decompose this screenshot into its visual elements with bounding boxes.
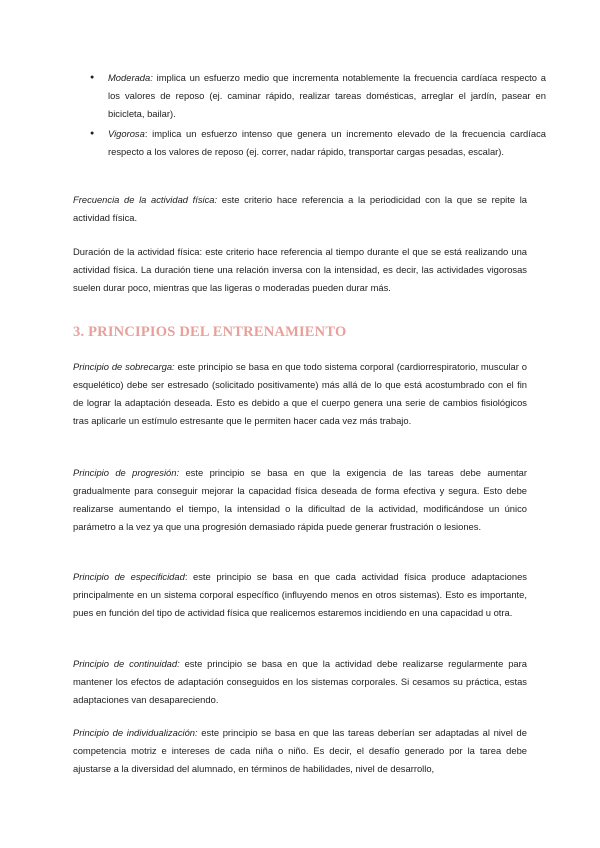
list-item-term: Moderada: xyxy=(108,72,153,83)
list-item-text: : implica un esfuerzo intenso que genera un incremento elevado de la frecuencia cardíaca respecto a los valores de reposo (ej. correr, nadar rápido, transportar cargas pesadas, escalar). xyxy=(108,128,546,157)
paragraph-text: este principio se basa en que todo sistema corporal (cardiorrespiratorio, muscular o esquelético) debe ser estresado (solicitado positivamente) más allá de lo que está acostumbrado con el fin de lograr la adaptación deseada. Esto es debido a que el cuerpo genera una serie de cambios fisiológicos tras aplicarle un estímulo estresante que le permiten hacer cada vez más trabajo. xyxy=(73,361,527,426)
paragraph-term: Principio de progresión: xyxy=(73,467,180,478)
list-item-text: implica un esfuerzo medio que incrementa notablemente la frecuencia cardíaca respecto a los valores de reposo (ej. caminar rápido, realizar tareas domésticas, arreglar el jardín, pasear en bicicleta, bailar). xyxy=(108,72,546,119)
paragraph-text: este principio se basa en que la exigencia de las tareas debe aumentar gradualmente para conseguir mejorar la capacidad física deseada de forma efectiva y segura. Esto debe realizarse aumentando el tiempo, la intensidad o la dificultad de la actividad, modificándose un único parámetro a la vez ya que una progresión demasiado rápida puede generar frustración o lesiones. xyxy=(73,467,527,532)
paragraph-term: Principio de individualización: xyxy=(73,727,198,738)
list-item xyxy=(108,125,546,161)
principle-paragraph-especificidad xyxy=(73,568,527,622)
principle-paragraph-individualizacion xyxy=(73,724,527,778)
paragraph-term: Principio de especificidad xyxy=(73,571,185,582)
list-item xyxy=(108,69,546,123)
principle-paragraph-sobrecarga xyxy=(73,358,527,430)
paragraph-text: este principio se basa en que las tareas deberían ser adaptadas al nivel de competencia motriz e intereses de cada niña o niño. Es decir, el desafío generado por la tarea debe ajustarse a la diversidad del alumnado, en términos de habilidades, nivel de desarrollo, xyxy=(73,727,527,774)
paragraph-term: Principio de continuidad: xyxy=(73,658,180,669)
paragraph-text: : este principio se basa en que cada actividad física produce adaptaciones principalmente en un sistema corporal específico (influyendo menos en otros sistemas). Esto es importante, pues en función del tipo de actividad física que realicemos estaremos incidiendo en una capacidad u otra. xyxy=(73,571,527,618)
paragraph-term: Principio de sobrecarga: xyxy=(73,361,175,372)
section-heading: 3. PRINCIPIOS DEL ENTRENAMIENTO xyxy=(73,324,347,340)
list-item-term: Vigorosa xyxy=(108,128,145,139)
paragraph-text: Duración de la actividad física: este criterio hace referencia al tiempo durante el que se está realizando una actividad física. La duración tiene una relación inversa con la intensidad, es decir, las actividades vigorosas suelen durar poco, mientras que las ligeras o moderadas pueden durar más. xyxy=(73,246,527,293)
paragraph-text: este criterio hace referencia a la periodicidad con la que se repite la actividad física. xyxy=(73,194,527,223)
duracion-paragraph xyxy=(73,243,527,297)
paragraph-term: Frecuencia de la actividad física: xyxy=(73,194,218,205)
intensity-list xyxy=(90,69,546,163)
frecuencia-paragraph xyxy=(73,191,527,227)
principle-paragraph-progresion xyxy=(73,464,527,536)
principle-paragraph-continuidad xyxy=(73,655,527,709)
paragraph-text: este principio se basa en que la actividad debe realizarse regularmente para mantener los efectos de adaptación conseguidos en los sistemas corporales. Si cesamos su práctica, estas adaptaciones van desapareciendo. xyxy=(73,658,527,705)
